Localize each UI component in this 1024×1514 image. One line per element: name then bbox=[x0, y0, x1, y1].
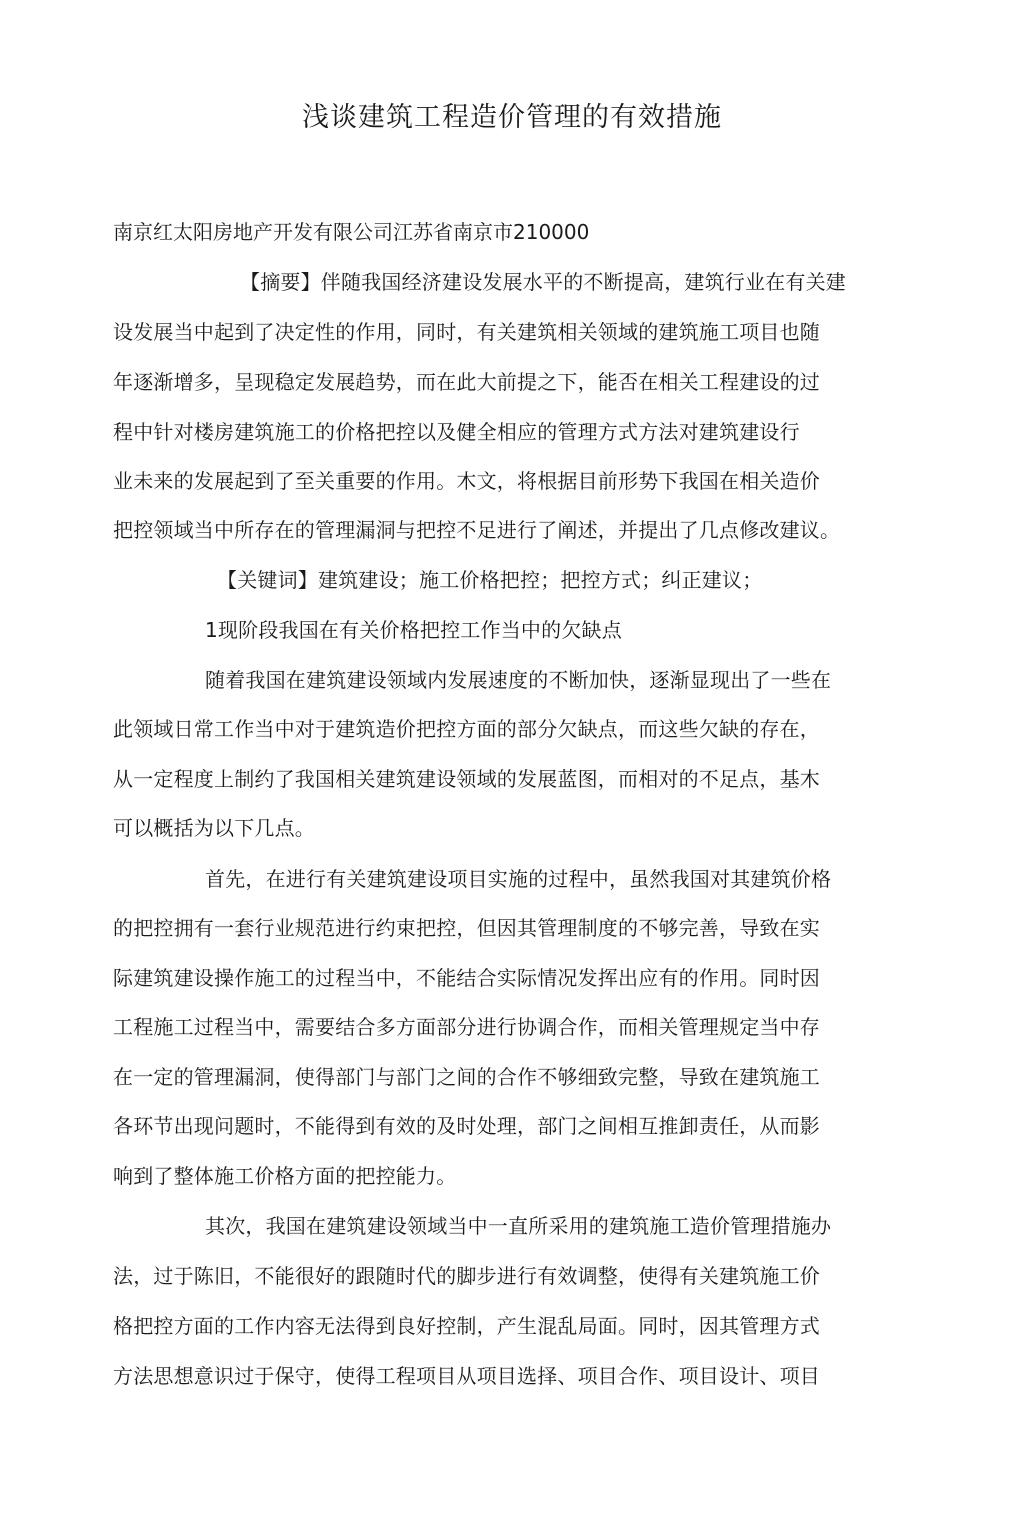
abstract-line: 程中针对楼房建筑施工的价格把控以及健全相应的管理方式方法对建筑建设行 bbox=[113, 420, 800, 444]
paragraph-line: 方法思想意识过于保守，使得工程项目从项目选择、项目合作、项目设计、项目 bbox=[113, 1364, 820, 1388]
paragraph-line: 工程施工过程当中，需要结合多方面部分进行协调合作，而相关管理规定当中存 bbox=[113, 1015, 820, 1039]
abstract-line: 年逐渐增多，呈现稳定发展趋势，而在此大前提之下，能否在相关工程建设的过 bbox=[113, 370, 820, 394]
section-heading: 1现阶段我国在有关价格把控工作当中的欠缺点 bbox=[205, 618, 622, 642]
paragraph-line: 各环节出现问题时，不能得到有效的及时处理，部门之间相互推卸责任，从而影 bbox=[113, 1114, 820, 1138]
keywords-line: 【关键词】建筑建设；施工价格把控；把控方式；纠正建议； bbox=[217, 568, 763, 592]
paragraph-line: 法，过于陈旧，不能很好的跟随时代的脚步进行有效调整，使得有关建筑施工价 bbox=[113, 1264, 820, 1288]
abstract-line: 【摘要】伴随我国经济建设发展水平的不断提高，建筑行业在有关建 bbox=[240, 270, 846, 294]
paragraph-line: 可以概括为以下几点。 bbox=[113, 816, 315, 840]
abstract-line: 业未来的发展起到了至关重要的作用。木文，将根据目前形势下我国在相关造价 bbox=[113, 469, 820, 493]
paragraph-line: 在一定的管理漏洞，使得部门与部门之间的合作不够细致完整，导致在建筑施工 bbox=[113, 1065, 820, 1089]
paragraph-line: 从一定程度上制约了我国相关建筑建设领域的发展蓝图，而相对的不足点，基木 bbox=[113, 767, 820, 791]
author-affiliation: 南京红太阳房地产开发有限公司江苏省南京市210000 bbox=[113, 220, 590, 244]
paragraph-line: 首先，在进行有关建筑建设项目实施的过程中，虽然我国对其建筑价格 bbox=[205, 867, 832, 891]
paragraph-line: 随着我国在建筑建设领域内发展速度的不断加快，逐渐显现出了一些在 bbox=[205, 668, 832, 692]
abstract-line: 把控领域当中所存在的管理漏洞与把控不足进行了阐述，并提出了几点修改建议。 bbox=[113, 518, 841, 542]
paragraph-line: 格把控方面的工作内容无法得到良好控制，产生混乱局面。同时，因其管理方式 bbox=[113, 1314, 820, 1338]
abstract-line: 设发展当中起到了决定性的作用，同时，有关建筑相关领域的建筑施工项目也随 bbox=[113, 320, 820, 344]
paragraph-line: 此领域日常工作当中对于建筑造价把控方面的部分欠缺点，而这些欠缺的存在， bbox=[113, 717, 820, 741]
paragraph-line: 际建筑建设操作施工的过程当中，不能结合实际情况发挥出应有的作用。同时因 bbox=[113, 966, 820, 990]
paragraph-line: 其次，我国在建筑建设领域当中一直所采用的建筑施工造价管理措施办 bbox=[205, 1214, 832, 1238]
paragraph-line: 的把控拥有一套行业规范进行约束把控，但因其管理制度的不够完善，导致在实 bbox=[113, 916, 820, 940]
paragraph-line: 响到了整体施工价格方面的把控能力。 bbox=[113, 1164, 457, 1188]
document-title: 浅谈建筑工程造价管理的有效措施 bbox=[302, 102, 722, 133]
